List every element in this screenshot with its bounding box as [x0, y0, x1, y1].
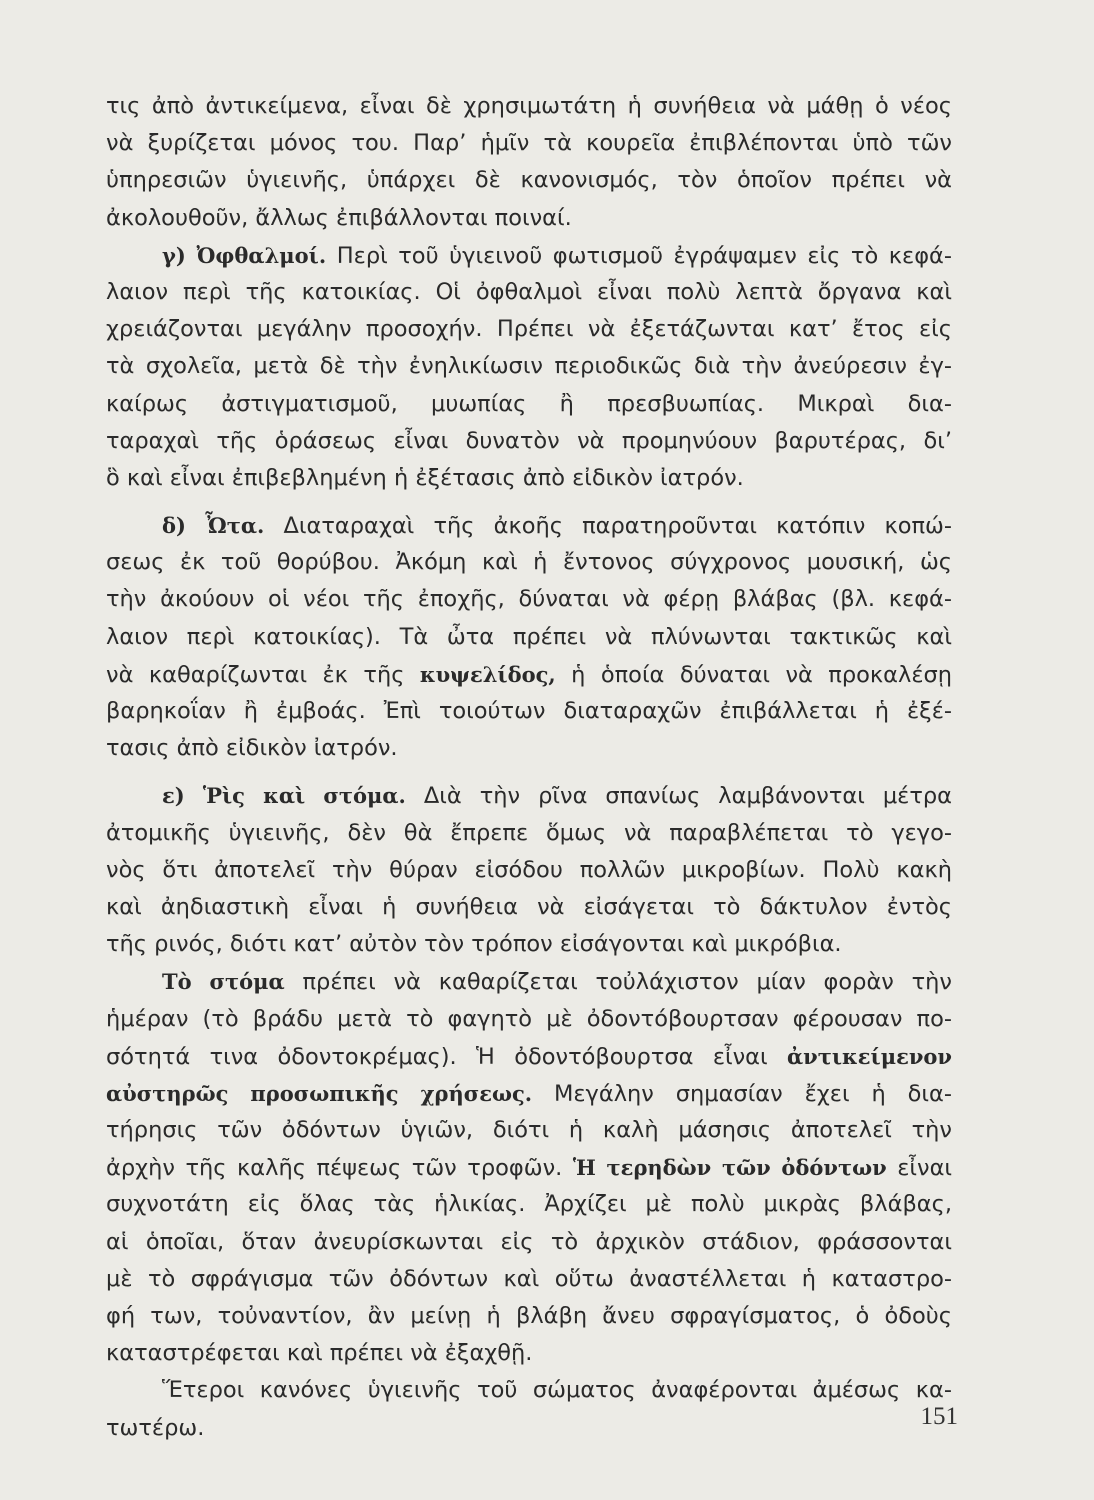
body-text [106, 88, 952, 1447]
section-heading-line: ε) Ῥὶς καὶ στόμα. Διὰ τὴν ρῖνα σπανίως λαμβάνονται μέτρα [162, 783, 953, 810]
section-heading-line: γ) Ὀφθαλμοί. Περὶ τοῦ ὑγιεινοῦ φωτισμοῦ ἐγράψαμεν εἰς τὸ κεφά- [162, 242, 953, 269]
text-line: τὰ σχολεῖα, μετὰ δὲ τὴν ἐνηλικίωσιν περιοδικῶς διὰ τὴν ἀνεύρεσιν ἐγ- [106, 353, 952, 380]
text-line: αὐστηρῶς προσωπικῆς χρήσεως. Μεγάλην σημασίαν ἔχει ἡ δια- [106, 1080, 952, 1107]
text-line: τὴν ἀκούουν οἱ νέοι τῆς ἐποχῆς, δύναται νὰ φέρῃ βλάβας (βλ. κεφά- [106, 586, 952, 613]
text-line: φή των, τοὐναντίον, ἂν μείνῃ ἡ βλάβη ἄνευ σφραγίσματος, ὁ ὀδοὺς [106, 1303, 952, 1329]
text-line: λαιον περὶ τῆς κατοικίας. Οἱ ὀφθαλμοὶ εἶναι πολὺ λεπτὰ ὄργανα καὶ [106, 278, 952, 305]
text-line: συχνοτάτη εἰς ὅλας τὰς ἡλικίας. Ἀρχίζει μὲ πολὺ μικρὰς βλάβας, [106, 1191, 952, 1218]
text-line: βαρηκοΐαν ἢ ἐμβοάς. Ἐπὶ τοιούτων διαταραχῶν ἐπιβάλλεται ἡ ἐξέ- [106, 698, 952, 724]
text-line: μὲ τὸ σφράγισμα τῶν ὀδόντων καὶ οὕτω ἀναστέλλεται ἡ καταστρο- [106, 1265, 952, 1292]
text-line: αἱ ὁποῖαι, ὅταν ἀνευρίσκωνται εἰς τὸ ἀρχικὸν στάδιον, φράσσονται [106, 1228, 952, 1255]
bold-term: κυψελίδος, [419, 661, 556, 687]
text-line: Τὸ στόμα πρέπει νὰ καθαρίζεται τοὐλάχιστον μίαν φορὰν τὴν [162, 969, 952, 996]
text-line: καίρως ἀστιγματισμοῦ, μυωπίας ἢ πρεσβυωπίας. Μικραὶ δια- [106, 390, 952, 417]
text-line: ὑπηρεσιῶν ὑγιεινῆς, ὑπάρχει δὲ κανονισμός, τὸν ὁποῖον πρέπει νὰ [106, 167, 952, 194]
text-line: νὰ καθαρίζωνται ἐκ τῆς κυψελίδος, ἡ ὁποία δύναται νὰ προκαλέσῃ [106, 661, 952, 688]
text-line: ἀκολουθοῦν, ἄλλως ἐπιβάλλονται ποιναί. [106, 204, 572, 231]
bold-term: Ἡ τερηδὼν τῶν ὀδόντων [572, 1155, 887, 1181]
text-line: τωτέρω. [106, 1414, 205, 1441]
text-line: Ἕτεροι κανόνες ὑγιεινῆς τοῦ σώματος ἀναφέρονται ἀμέσως κα- [162, 1377, 952, 1404]
text-line: λαιον περὶ κατοικίας). Τὰ ὦτα πρέπει νὰ πλύνωνται τακτικῶς καὶ [106, 623, 952, 650]
text-line: νὸς ὅτι ἀποτελεῖ τὴν θύραν εἰσόδου πολλῶν μικροβίων. Πολὺ κακὴ [106, 856, 952, 883]
bold-term: ἀντικείμενον [787, 1043, 952, 1069]
text-line: χρειάζονται μεγάλην προσοχήν. Πρέπει νὰ ἐξετάζωνται κατ’ ἔτος εἰς [106, 316, 952, 343]
text-line: καὶ ἀηδιαστικὴ εἶναι ἡ συνήθεια νὰ εἰσάγεται τὸ δάκτυλον ἐντὸς [106, 893, 952, 920]
section-heading-nose-mouth: ε) Ῥὶς καὶ στόμα. [162, 783, 406, 809]
section-heading-ears: δ) Ὦτα. [162, 513, 265, 539]
text-line: ἀρχὴν τῆς καλῆς πέψεως τῶν τροφῶν. Ἡ τερηδὼν τῶν ὀδόντων εἶναι [106, 1155, 953, 1182]
text-line: καταστρέφεται καὶ πρέπει νὰ ἐξαχθῇ. [106, 1340, 533, 1367]
text-line: ἀτομικῆς ὑγιεινῆς, δὲν θὰ ἔπρεπε ὅμως νὰ παραβλέπεται τὸ γεγο- [106, 819, 952, 846]
text-line: τῆς ρινός, διότι κατ’ αὐτὸν τὸν τρόπον εἰσάγονται καὶ μικρόβια. [106, 931, 842, 958]
section-heading-eyes: γ) Ὀφθαλμοί. [162, 242, 327, 268]
text-line: ἡμέραν (τὸ βράδυ μετὰ τὸ φαγητὸ μὲ ὀδοντόβουρτσαν φέρουσαν πο- [106, 1005, 952, 1032]
text-line: σότητά τινα ὀδοντοκρέμας). Ἡ ὀδοντόβουρτσα εἶναι ἀντικείμενον [106, 1043, 952, 1070]
page-number: 151 [920, 1403, 958, 1430]
text-line: τασις ἀπὸ εἰδικὸν ἰατρόν. [106, 735, 398, 762]
section-heading-line: δ) Ὦτα. Διαταραχαὶ τῆς ἀκοῆς παρατηροῦνται κατόπιν κοπώ- [162, 513, 952, 540]
bold-term: αὐστηρῶς προσωπικῆς χρήσεως. [106, 1080, 533, 1106]
text-line: τις ἀπὸ ἀντικείμενα, εἶναι δὲ χρησιμωτάτη ἡ συνήθεια νὰ μάθῃ ὁ νέος [106, 93, 952, 119]
text-line: τήρησις τῶν ὀδόντων ὑγιῶν, διότι ἡ καλὴ μάσησις ἀποτελεῖ τὴν [106, 1117, 952, 1144]
text-line: σεως ἐκ τοῦ θορύβου. Ἀκόμη καὶ ἡ ἔντονος σύγχρονος μουσική, ὡς [106, 549, 952, 576]
text-line: νὰ ξυρίζεται μόνος του. Παρ’ ἡμῖν τὰ κουρεῖα ἐπιβλέπονται ὑπὸ τῶν [106, 130, 952, 157]
bold-term: Τὸ στόμα [162, 969, 285, 995]
text-line: ὃ καὶ εἶναι ἐπιβεβλημένη ἡ ἐξέτασις ἀπὸ εἰδικὸν ἰατρόν. [106, 464, 744, 491]
text-line: ταραχαὶ τῆς ὁράσεως εἶναι δυνατὸν νὰ προμηνύουν βαρυτέρας, δι’ [106, 427, 952, 454]
